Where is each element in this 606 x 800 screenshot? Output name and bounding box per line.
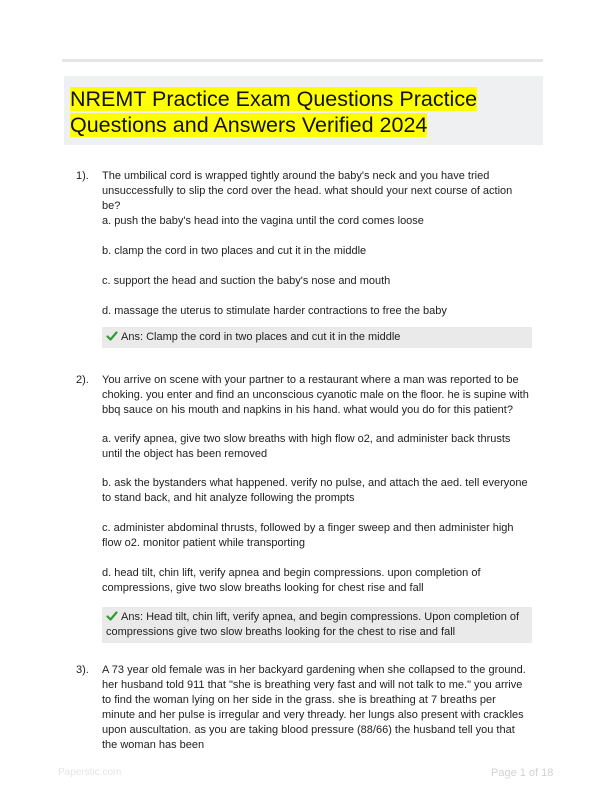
page-number: Page 1 of 18 <box>491 767 554 779</box>
top-divider <box>62 59 543 62</box>
option-d: d. head tilt, chin lift, verify apnea and begin compressions. upon completion of compressions, give two slow breaths looking for chest rise and fall <box>102 567 481 594</box>
footer-site: Paperstic.com <box>58 767 122 778</box>
answer-box <box>102 607 532 643</box>
question-number: 3). <box>76 664 89 676</box>
answer-text: Ans: Head tilt, chin lift, verify apnea, and begin compressions. Upon completion of compressions give two slow breaths looking for the chest to rise and fall <box>106 611 520 638</box>
answer-box <box>102 327 532 348</box>
option-b: b. clamp the cord in two places and cut it in the middle <box>102 245 367 257</box>
question-number: 2). <box>76 374 89 386</box>
option-d: d. massage the uterus to stimulate harder contractions to free the baby <box>102 305 447 317</box>
option-a: a. verify apnea, give two slow breaths with high flow o2, and administer back thrusts until the object has been removed <box>102 433 511 460</box>
answer-text: Ans: Clamp the cord in two places and cut it in the middle <box>121 331 401 343</box>
check-icon <box>106 610 118 622</box>
question-text: A 73 year old female was in her backyard gardening when she collapsed to the ground. her husband told 911 that "she is breathing very fast and will not talk to me." you arrive to find the woman lying on her side in the grass. she is breathing at 7 breaths per minute and her pulse is irregular and very thready. her lungs also present with crackles upon auscultation. as you are taking blood pressure (88/66) the husband tell you that the woman has been <box>102 664 526 751</box>
question-number: 1). <box>76 170 89 182</box>
option-b: b. ask the bystanders what happened. verify no pulse, and attach the aed. tell everyone to stand back, and hit analyze following the prompts <box>102 477 528 504</box>
option-a: a. push the baby's head into the vagina until the cord comes loose <box>102 215 424 227</box>
option-c: c. support the head and suction the baby's nose and mouth <box>102 275 391 287</box>
title-banner <box>64 76 543 145</box>
option-c: c. administer abdominal thrusts, followed by a finger sweep and then administer high flow o2. monitor patient while transporting <box>102 522 514 549</box>
check-icon <box>106 330 118 342</box>
question-text: The umbilical cord is wrapped tightly around the baby's neck and you have tried unsuccessfully to slip the cord over the head. what should your next course of action be? <box>102 170 513 212</box>
document-title: NREMT Practice Exam Questions Practice Questions and Answers Verified 2024 <box>70 87 478 137</box>
question-text: You arrive on scene with your partner to a restaurant where a man was reported to be choking. you enter and find an unconscious cyanotic male on the floor. he is supine with bbq sauce on his mouth and napkins in his hand. what would you do for this patient? <box>102 374 529 416</box>
